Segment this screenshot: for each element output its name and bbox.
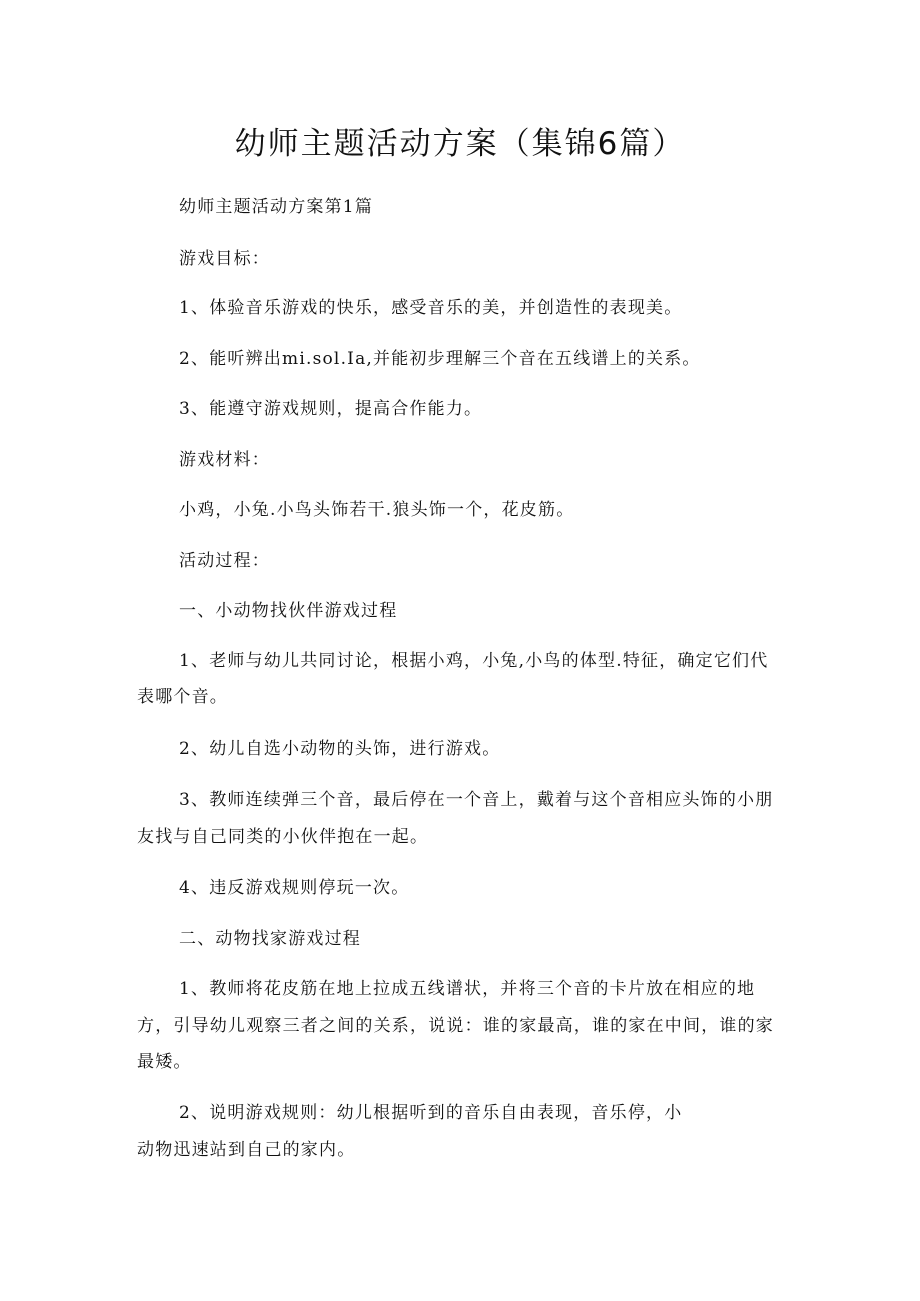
paragraph: 2、幼儿自选小动物的头饰，进行游戏。 bbox=[179, 739, 501, 759]
subsection-heading: 一、小动物找伙伴游戏过程 bbox=[179, 601, 398, 621]
paragraph: 2、说明游戏规则：幼儿根据听到的音乐自由表现，音乐停，小 bbox=[179, 1103, 683, 1123]
paragraph: 活动过程： bbox=[179, 551, 270, 571]
paragraph-continuation: 友找与自己同类的小伙伴抱在一起。 bbox=[137, 827, 429, 847]
paragraph: 4、违反游戏规则停玩一次。 bbox=[179, 878, 410, 898]
paragraph: 3、能遵守游戏规则，提高合作能力。 bbox=[179, 399, 483, 419]
paragraph: 2、能听辨出mi.sol.Ia,并能初步理解三个音在五线谱上的关系。 bbox=[179, 349, 701, 369]
paragraph-continuation: 动物迅速站到自己的家内。 bbox=[137, 1140, 356, 1160]
paragraph: 3、教师连续弹三个音，最后停在一个音上，戴着与这个音相应头饰的小朋 bbox=[179, 790, 774, 810]
paragraph: 1、教师将花皮筋在地上拉成五线谱状，并将三个音的卡片放在相应的地 bbox=[179, 979, 756, 999]
subsection-heading: 二、动物找家游戏过程 bbox=[179, 929, 361, 949]
section-heading: 幼师主题活动方案第1篇 bbox=[179, 197, 374, 217]
paragraph: 1、老师与幼儿共同讨论，根据小鸡，小兔,小鸟的体型.特征，确定它们代 bbox=[179, 651, 769, 671]
paragraph-continuation: 最矮。 bbox=[137, 1052, 192, 1072]
paragraph-continuation: 表哪个音。 bbox=[137, 687, 228, 707]
paragraph: 1、体验音乐游戏的快乐，感受音乐的美，并创造性的表现美。 bbox=[179, 298, 683, 318]
document-title: 幼师主题活动方案（集锦6篇） bbox=[234, 126, 686, 162]
paragraph-continuation: 方，引导幼儿观察三者之间的关系，说说：谁的家最高，谁的家在中间，谁的家 bbox=[137, 1016, 774, 1036]
paragraph: 游戏目标： bbox=[179, 249, 270, 269]
paragraph: 小鸡，小兔.小鸟头饰若干.狼头饰一个，花皮筋。 bbox=[179, 500, 575, 520]
paragraph: 游戏材料： bbox=[179, 450, 270, 470]
